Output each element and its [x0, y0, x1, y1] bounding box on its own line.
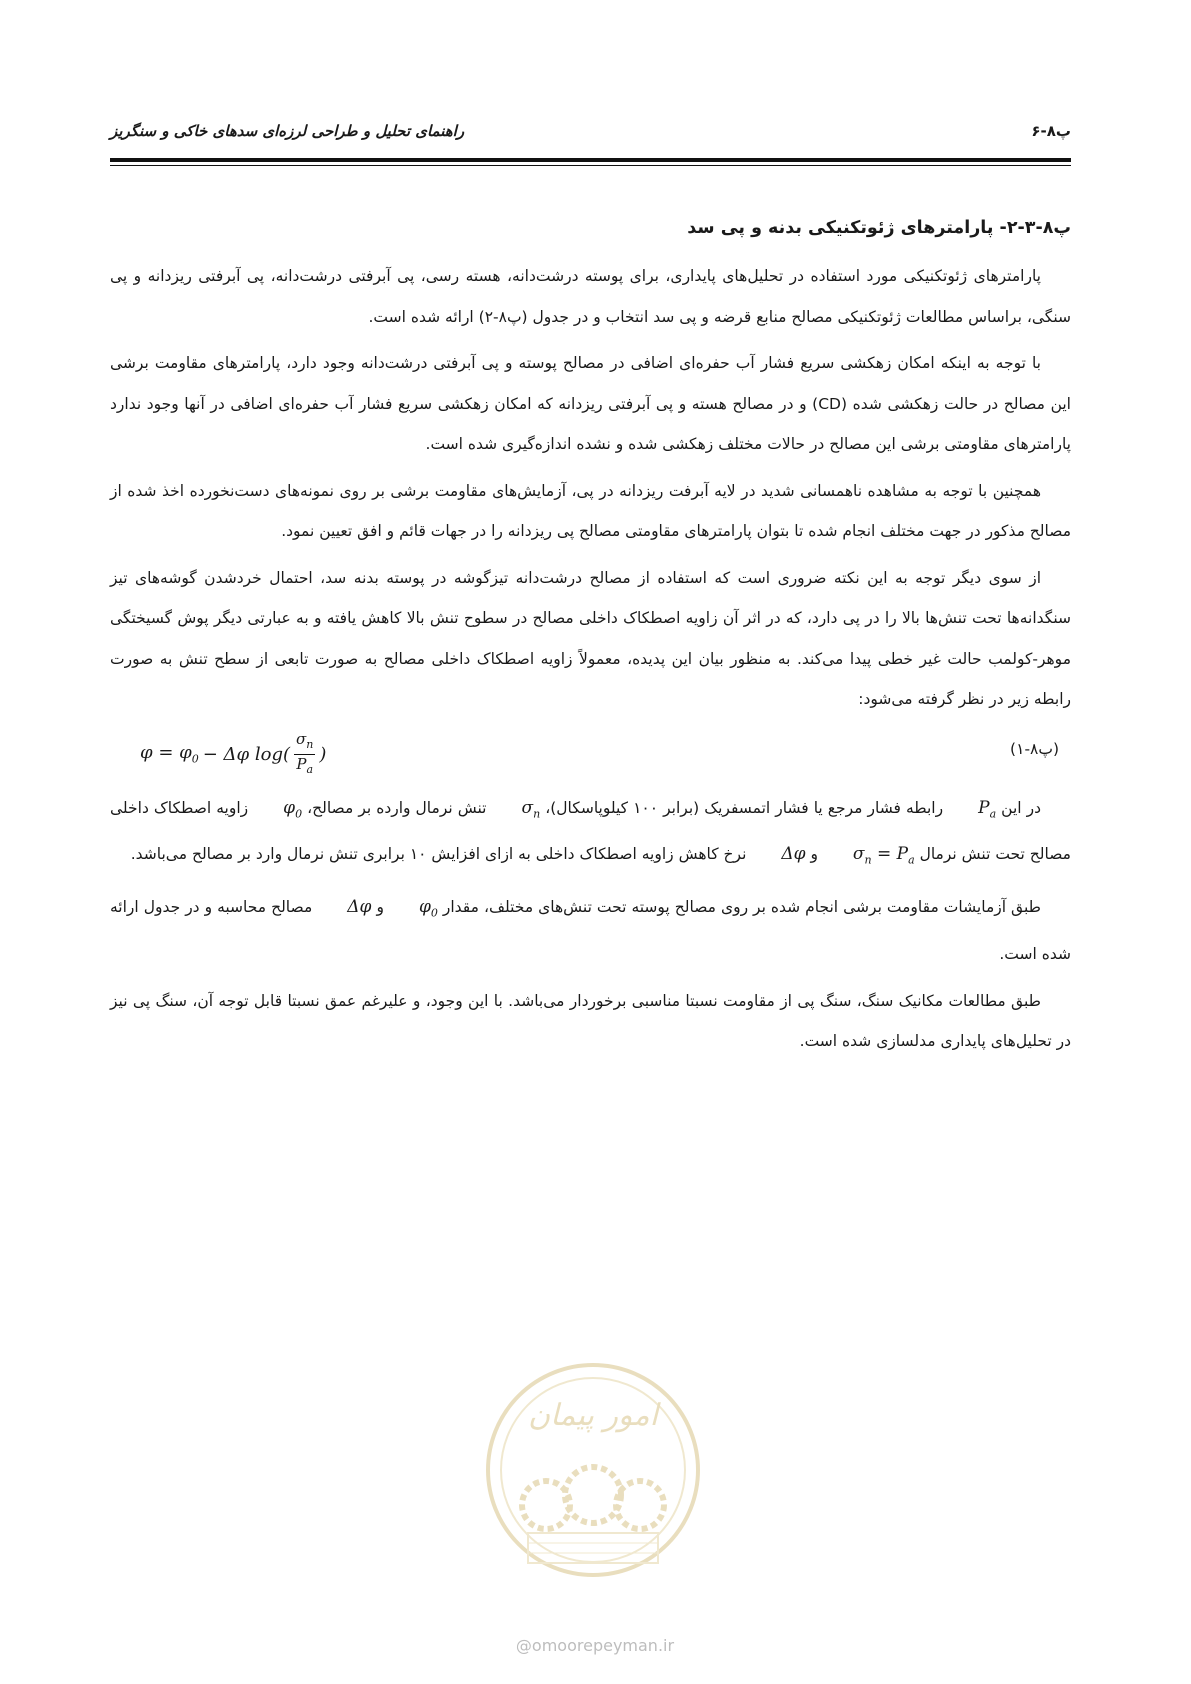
watermark-logo-text: امور پیمان [528, 1398, 658, 1433]
symbol-delta-phi-b: Δφ [347, 897, 372, 918]
book-title: راهنمای تحلیل و طراحی لرزه‌ای سدهای خاکی و سنگریز [110, 122, 465, 140]
page-number-label: پ۸-۶ [1031, 122, 1071, 140]
eq-minus-term: − Δφ log( [202, 743, 291, 765]
paragraph-2: با توجه به اینکه امکان زهکشی سریع فشار آب حفره‌ای اضافی در مصالح پوسته و پی آبرفتی درشت‌دانه وجود دارد، پارامترهای مقاومت برشی این مصالح در حالت زهکشی شده (CD) و در مصالح هسته و پی آبرفتی ریزدانه که امکان زهکشی سریع فشار آب حفره‌ای اضافی در آنها وجود ندارد پارامترهای مقاومتی برشی این مصالح در حالات مختلف زهکشی شده و نشده اندازه‌گیری شده است. [110, 354, 1071, 453]
symbol-delta-phi: Δφ [781, 844, 806, 865]
page-header [110, 120, 1071, 150]
equation-formula [140, 730, 326, 779]
paragraph-6: طبق آزمایشات مقاومت برشی انجام شده بر روی مصالح پوسته تحت تنش‌های مختلف، مقدار $\varphi_0$ و Δφ مصالح محاسبه و در جدول ارائه شده است. [110, 887, 1071, 974]
paragraph-4: از سوی دیگر توجه به این نکته ضروری است که استفاده از مصالح درشت‌دانه تیزگوشه در پوسته بدنه سد، احتمال خردشدن گوشه‌های تیز سنگدانه‌ها تحت تنش‌ها بالا را در پی دارد، که در اثر آن زاویه اصطکاک داخلی مصالح در سطوح تنش بالا کاهش یافته و به عبارتی دیگر پوش گسیختگی موهر-کولمب حالت غیر خطی پیدا می‌کند. به منظور بیان این پدیده، معمولاً زاویه اصطکاک داخلی مصالح به صورت تابعی از سطح تنش به صورت رابطه زیر در نظر گرفته می‌شود: [110, 568, 1071, 708]
header-rule-thin [110, 165, 1071, 166]
paragraph-7: طبق مطالعات مکانیک سنگ، سنگ پی از مقاومت نسبتا مناسبی برخوردار می‌باشد. با این وجود، و علیرغم عمق نسبتا قابل توجه آن، سنگ پی نیز در تحلیل‌های پایداری مدلسازی شده است. [110, 991, 1071, 1051]
symbol-pa: $P_a$ [978, 797, 997, 820]
paragraph-5: در این $P_a$ رابطه فشار مرجع یا فشار اتمسفریک (برابر ۱۰۰ کیلوپاسکال)، $\sigma_n$ تنش نرمال وارده بر مصالح، $\varphi_0$ زاویه اصطکاک داخلی مصالح تحت تنش نرمال $\sigma_n = P_a$ و Δφ نرخ کاهش زاویه اصطکاک داخلی به ازای افزایش ۱۰ برابری تنش نرمال وارد بر مصالح می‌باشد. [110, 788, 1071, 882]
eq-numerator: $\sigma_n$ [294, 730, 315, 755]
symbol-sigma-equals-pa: $\sigma_n = P_a$ [852, 844, 915, 867]
eq-lhs: $\varphi = \varphi_0$ [140, 742, 199, 766]
paragraph-3: همچنین با توجه به مشاهده ناهمسانی شدید در لایه آبرفت ریزدانه در پی، آزمایش‌های مقاومت برشی بر روی نمونه‌های دست‌نخورده اخذ شده از مصالح مذکور در جهت مختلف انجام شده تا بتوان پارامترهای مقاومتی مصالح پی ریزدانه را در جهات قائم و افق تعیین نمود. [110, 481, 1071, 540]
symbol-phi0: $\varphi_0$ [283, 797, 303, 820]
eq-close: ) [319, 743, 327, 765]
equation-block [110, 726, 1071, 782]
watermark-logo [458, 1345, 728, 1595]
section-heading: پ۸-۳-۲- پارامترهای ژئوتکنیکی بدنه و پی سد [687, 218, 1071, 238]
paragraph-1: پارامترهای ژئوتکنیکی مورد استفاده در تحلیل‌های پایداری، برای پوسته درشت‌دانه، هسته رسی، پی آبرفتی درشت‌دانه، پی آبرفتی ریزدانه و پی سنگی، براساس مطالعات ژئوتکنیکی مصالح منابع قرضه و پی سد انتخاب و در جدول (پ۸-۲) ارائه شده است. [110, 267, 1071, 326]
equation-number: (پ۸-۱) [1010, 739, 1059, 758]
symbol-sigma-n: $\sigma_n$ [521, 797, 541, 820]
eq-denominator: $P_a$ [296, 754, 314, 776]
watermark-site: @omoorepeyman.ir [515, 1636, 675, 1655]
header-rule-thick [110, 158, 1071, 162]
symbol-phi0-b: $\varphi_0$ [418, 897, 438, 920]
page-content [110, 218, 1071, 1068]
eq-fraction [294, 730, 315, 779]
